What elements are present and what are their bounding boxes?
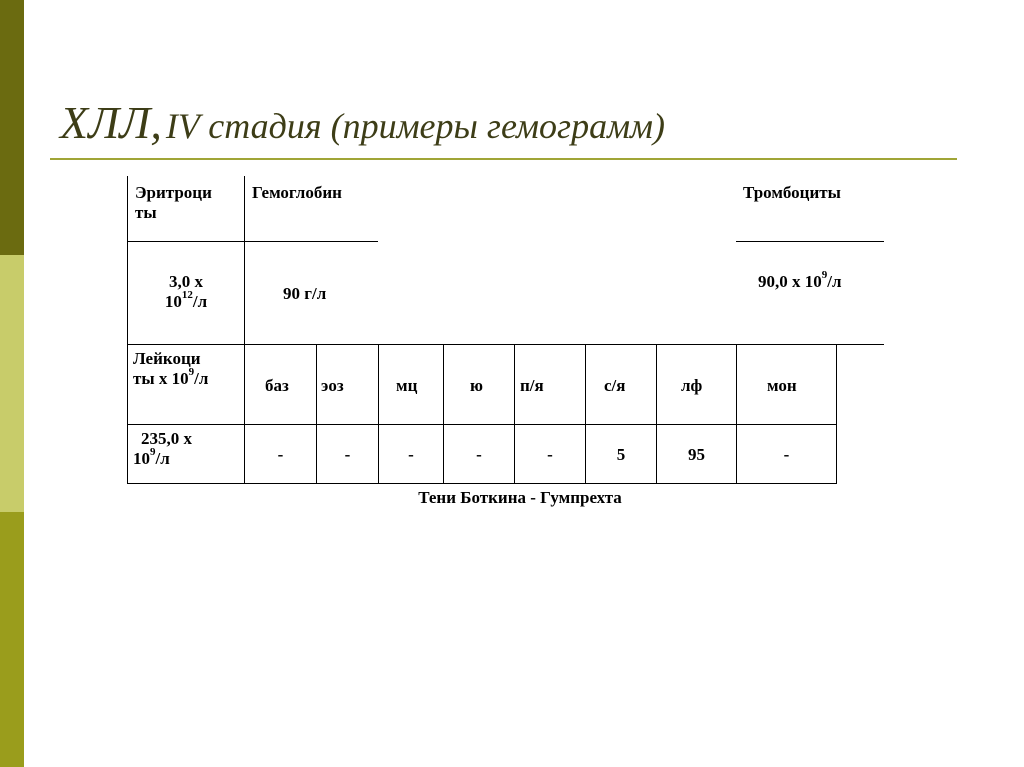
value-erythrocytes-line1: 3,0 х [169, 272, 203, 291]
value-erythrocytes-unit: /л [192, 292, 208, 311]
header-hemoglobin: Гемоглобин [252, 183, 342, 202]
leuko-count-exp: 9 [150, 446, 156, 459]
leuko-count-line2 [133, 446, 192, 469]
value-lf: 95 [688, 445, 705, 464]
leuko-count-line1: 235,0 х [141, 429, 192, 448]
col-header-mc: мц [396, 376, 418, 395]
col-header-mon: мон [767, 376, 797, 395]
side-bar-bottom [0, 512, 24, 767]
header-erythrocytes-line2: ты [135, 203, 157, 222]
leuko-count-base: 10 [133, 449, 150, 468]
table-line [836, 344, 837, 484]
value-platelets-base: 90,0 х 10 [758, 272, 822, 291]
title-sub: IV стадия (примеры гемограмм) [165, 106, 666, 146]
side-bar-top [0, 0, 24, 255]
value-eoz: - [344, 445, 351, 464]
value-mc: - [408, 445, 414, 464]
value-erythrocytes [128, 272, 244, 312]
value-hemoglobin: 90 г/л [283, 284, 327, 303]
leuko-count-unit: /л [155, 449, 170, 468]
col-header-baz: баз [265, 376, 289, 395]
value-platelets [758, 269, 842, 292]
leuko-label-line1: Лейкоци [133, 349, 201, 368]
header-erythrocytes-line1: Эритроци [135, 183, 212, 202]
table-line [127, 344, 884, 345]
col-header-yu: ю [470, 376, 483, 395]
table-line [736, 241, 884, 242]
value-yu: - [476, 445, 482, 464]
slide-title [60, 96, 665, 149]
leuko-count [133, 429, 192, 469]
value-pya: - [547, 445, 553, 464]
table-line [127, 483, 836, 484]
leuko-label-base: ты х 10 [133, 369, 189, 388]
table-line [127, 176, 128, 484]
value-erythrocytes-line2 [128, 289, 244, 312]
value-sya: 5 [616, 445, 626, 464]
header-erythrocytes [135, 183, 212, 223]
title-underline [50, 158, 957, 160]
value-erythrocytes-exp: 12 [181, 289, 193, 302]
col-header-lf: лф [681, 376, 703, 395]
side-bar-middle [0, 255, 24, 512]
value-erythrocytes-base: 10 [164, 292, 182, 311]
table-line [127, 241, 378, 242]
col-header-pya: п/я [520, 376, 544, 395]
leuko-label-line2 [133, 366, 209, 389]
header-platelets: Тромбоциты [743, 183, 841, 202]
col-header-eoz: эоз [321, 376, 344, 395]
leuko-label-unit: /л [194, 369, 209, 388]
table-line [127, 424, 836, 425]
value-platelets-exp: 9 [821, 269, 828, 282]
leuko-label [133, 349, 208, 389]
value-platelets-unit: /л [827, 272, 842, 291]
title-main: ХЛЛ, [60, 97, 162, 148]
value-baz: - [277, 445, 284, 464]
value-mon: - [783, 445, 790, 464]
table-line [244, 176, 245, 484]
col-header-sya: с/я [604, 376, 626, 395]
leuko-label-exp: 9 [188, 366, 195, 379]
footer-note: Тени Боткина - Гумпрехта [418, 488, 622, 507]
